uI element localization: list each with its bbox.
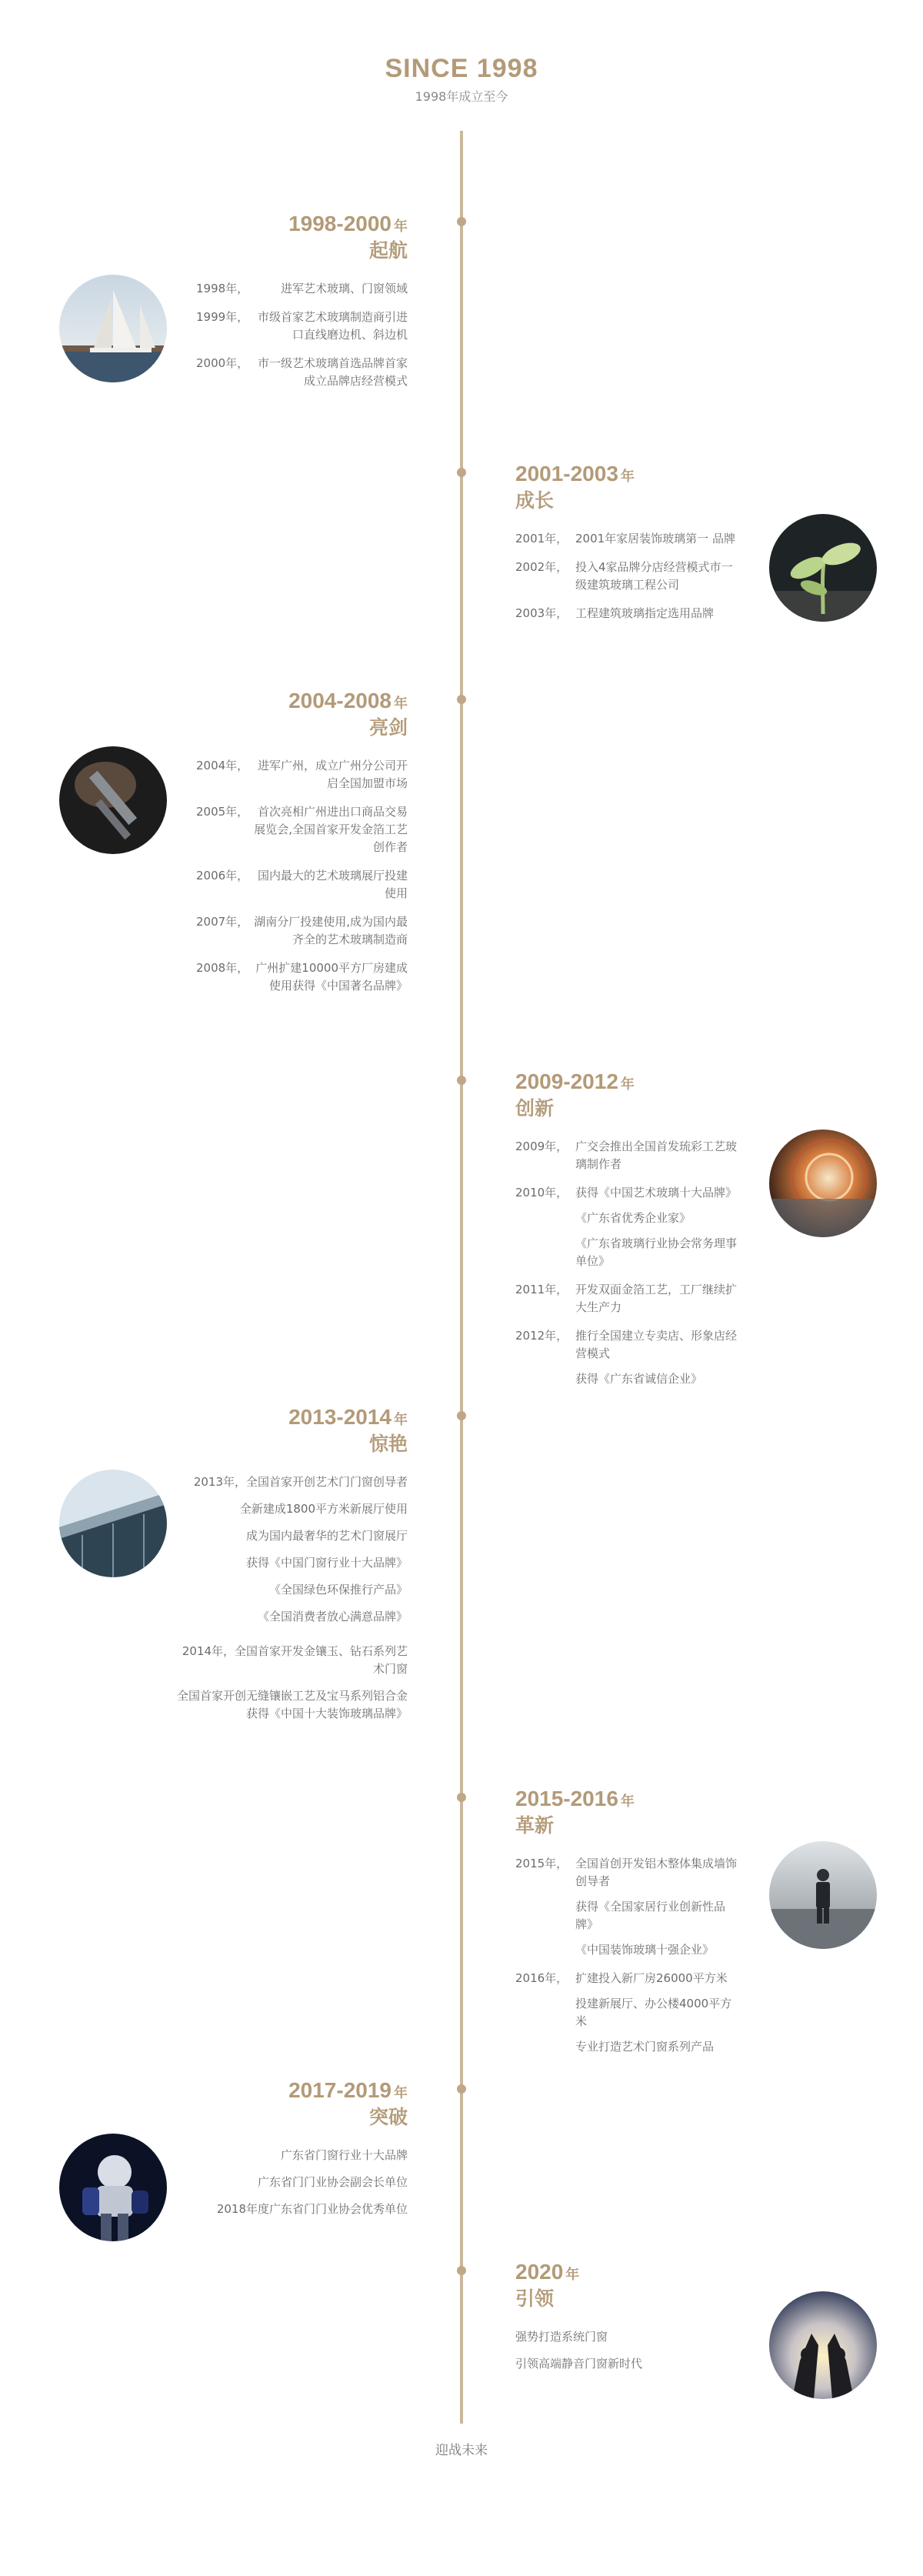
sprout-photo xyxy=(769,514,877,622)
event-line: 获得《中国门窗行业十大品牌》 xyxy=(245,1556,408,1570)
era-2009-2012 xyxy=(515,1069,742,1399)
sailboat-photo xyxy=(59,275,167,382)
era-2020 xyxy=(515,2260,742,2382)
era-years: 2020 年 xyxy=(515,2260,580,2284)
era-events xyxy=(515,2328,742,2373)
era-events xyxy=(196,757,408,995)
timeline-dot xyxy=(457,1411,466,1420)
event-row: 2002年， 投入4家品牌分店经营模式市一级建筑玻璃工程公司 xyxy=(515,560,733,592)
event-line: 《全国绿色环保推行产品》 xyxy=(268,1583,408,1597)
event-row: 2007年， 湖南分厂投建使用,成为国内最齐全的艺术玻璃制造商 xyxy=(196,915,408,946)
era-years: 2013-2014 年 xyxy=(288,1405,408,1429)
era-name: 亮剑 xyxy=(368,717,408,739)
era-name: 引领 xyxy=(515,2288,555,2310)
since-subtitle: 1998年成立至今 xyxy=(415,89,508,104)
timeline-dot xyxy=(457,1076,466,1085)
era-years: 2009-2012 年 xyxy=(515,1069,635,1093)
event-row: 2005年， 首次亮相广州进出口商品交易展览会,全国首家开发金箔工艺创作者 xyxy=(196,805,408,854)
era-2004-2008 xyxy=(196,689,408,1006)
event-line: 《全国消费者放心满意品牌》 xyxy=(257,1610,408,1623)
era-1998-2000 xyxy=(196,212,408,401)
event-line: 引领高端静音门窗新时代 xyxy=(515,2357,643,2371)
event-line: 强势打造系统门窗 xyxy=(515,2330,608,2344)
era-events xyxy=(196,280,408,390)
timeline-header xyxy=(0,54,923,105)
era-2017-2019 xyxy=(196,2078,408,2227)
event-row: 1998年， 进军艺术玻璃、门窗领域 xyxy=(196,282,408,295)
since-title: SINCE 1998 xyxy=(385,54,538,83)
era-2015-2016 xyxy=(515,1787,742,2067)
era-years: 2004-2008 年 xyxy=(288,689,408,712)
era-events xyxy=(515,1855,742,2056)
event-row: 2015年， 全国首创开发铝木整体集成墙饰创导者 获得《全国家居行业创新性品牌》 《中国装饰玻璃十强企业》 xyxy=(515,1857,738,1957)
event-row: 2009年， 广交会推出全国首发琉彩工艺玻璃制作者 xyxy=(515,1140,738,1171)
event-line: 2018年度广东省门门业协会优秀单位 xyxy=(216,2202,408,2216)
timeline-dot xyxy=(457,695,466,704)
era-years: 1998-2000 年 xyxy=(288,212,408,235)
event-line: 2013年，全国首家开创艺术门门窗创导者 xyxy=(193,1475,408,1489)
era-years: 2001-2003 年 xyxy=(515,462,635,486)
timeline-dot xyxy=(457,468,466,477)
glass-building-photo xyxy=(59,1470,167,1577)
event-row: 2011年， 开发双面金箔工艺，工厂继续扩大生产力 xyxy=(515,1283,738,1314)
event-line: 全新建成1800平方米新展厅使用 xyxy=(239,1502,408,1516)
timeline-dot xyxy=(457,2266,466,2275)
event-row: 2010年， 获得《中国艺术玻璃十大品牌》 《广东省优秀企业家》 《广东省玻璃行业协会常务理事单位》 xyxy=(515,1186,738,1268)
event-row: 2000年， 市一级艺术玻璃首选品牌首家成立品牌店经营模式 xyxy=(196,356,408,388)
era-name: 创新 xyxy=(515,1098,555,1119)
football-player-photo xyxy=(59,2134,167,2241)
era-events xyxy=(177,1473,408,1723)
event-row: 2003年， 工程建筑玻璃指定选用品牌 xyxy=(515,606,715,620)
era-name: 突破 xyxy=(368,2107,408,2128)
event-row: 2001年， 2001年家居装饰玻璃第一 品牌 xyxy=(515,532,735,546)
event-row: 2008年， 广州扩建10000平方厂房建成使用获得《中国著名品牌》 xyxy=(196,961,408,993)
event-row: 2004年， 进军广州，成立广州分公司开启全国加盟市场 xyxy=(196,759,408,790)
event-line: 成为国内最奢华的艺术门窗展厅 xyxy=(245,1529,408,1543)
teamwork-silhouette-photo xyxy=(769,2291,877,2399)
era-name: 惊艳 xyxy=(368,1433,408,1455)
timeline-dot xyxy=(457,217,466,226)
businessman-photo xyxy=(769,1841,877,1949)
event-line: 广东省门门业协会副会长单位 xyxy=(257,2175,408,2189)
era-name: 起航 xyxy=(368,240,408,262)
era-years: 2015-2016 年 xyxy=(515,1787,635,1810)
glass-tunnel-photo xyxy=(769,1130,877,1237)
event-row: 2016年， 扩建投入新厂房26000平方米 投建新展厅、办公楼4000平方米 专业打造艺术门窗系列产品 xyxy=(515,1971,732,2054)
era-years: 2017-2019 年 xyxy=(288,2078,408,2102)
timeline-dot xyxy=(457,2084,466,2094)
event-row: 1999年， 市级首家艺术玻璃制造商引进口直线磨边机、斜边机 xyxy=(196,310,408,342)
event-line: 广东省门窗行业十大品牌 xyxy=(280,2148,408,2162)
hand-tool-photo xyxy=(59,746,167,854)
era-events xyxy=(515,530,742,622)
era-2001-2003 xyxy=(515,462,742,633)
era-name: 成长 xyxy=(515,490,555,512)
timeline-footer: 迎战未来 xyxy=(435,2443,488,2458)
era-events xyxy=(515,1138,742,1388)
event-line: 2014年，全国首家开发金镶玉、钻石系列艺术门窗 xyxy=(182,1644,408,1676)
event-row: 2012年， 推行全国建立专卖店、形象店经营模式 获得《广东省诚信企业》 xyxy=(515,1329,738,1386)
era-name: 革新 xyxy=(515,1815,555,1837)
event-row: 2006年， 国内最大的艺术玻璃展厅投建使用 xyxy=(196,869,408,900)
timeline-dot xyxy=(457,1793,466,1802)
event-line: 全国首家开创无缝镶嵌工艺及宝马系列铝合金获得《中国十大装饰玻璃品牌》 xyxy=(177,1689,408,1720)
era-2013-2014 xyxy=(177,1405,408,1732)
era-events xyxy=(196,2147,408,2218)
